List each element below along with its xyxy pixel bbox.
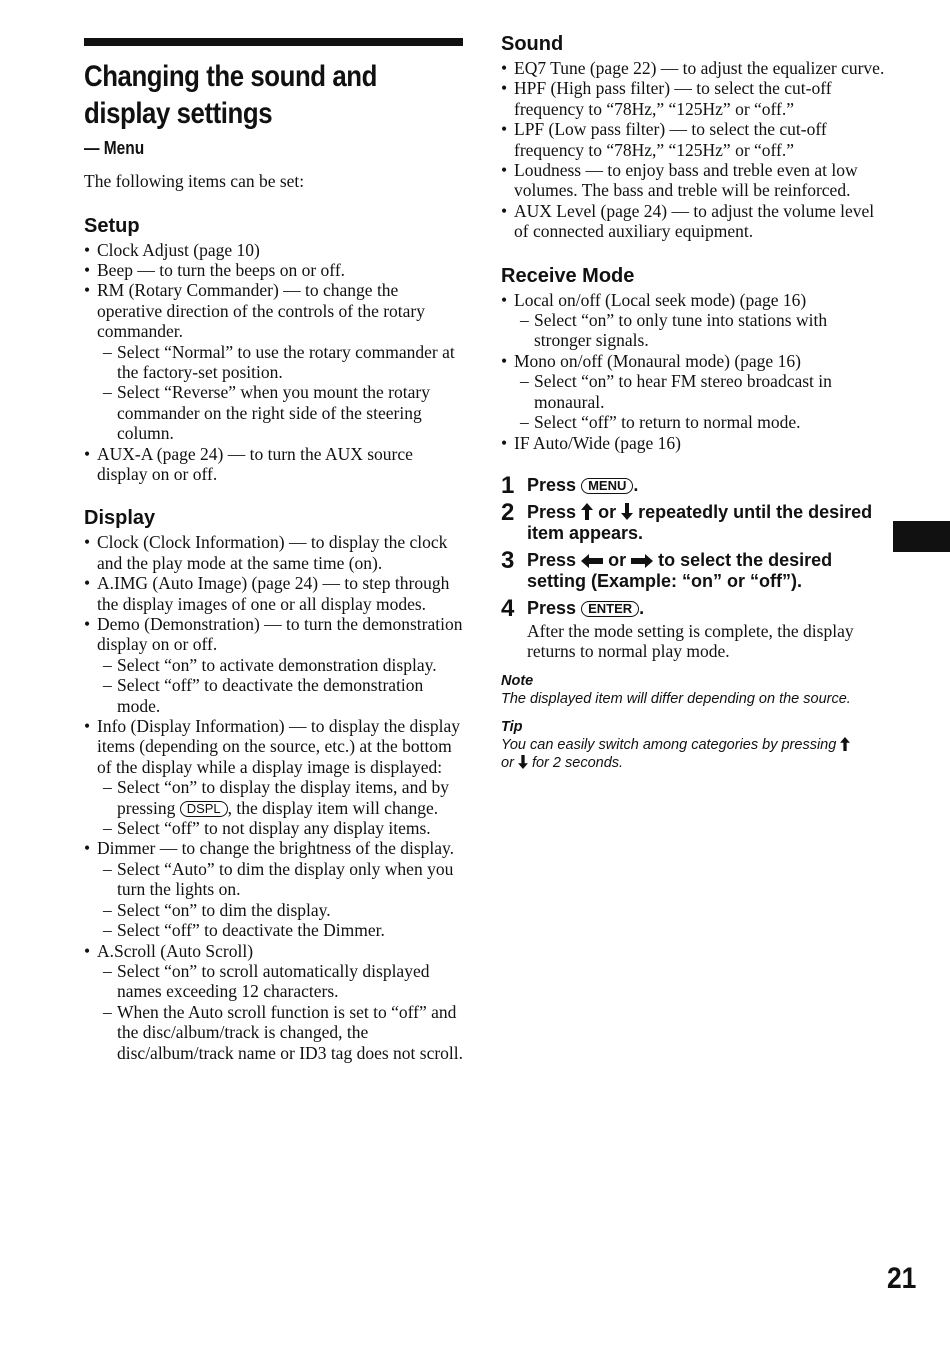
page-number: 21 [886,1262,916,1295]
sub-item: – Select “Auto” to dim the display only when you turn the lights on. [97,859,464,900]
sub-item-text: , the display item will change. [227,797,439,818]
step-text: to select the desired setting (Example: “on” or “off”). [527,549,833,591]
step-1 [501,471,886,499]
list-item: • A.IMG (Auto Image) (page 24) — to step through the display images of one or all display modes. [84,573,464,614]
arrow-up-icon [840,737,850,751]
steps-list [501,471,886,662]
arrow-left-icon [581,554,603,568]
page-subtitle: — Menu [84,138,145,158]
step-number: 1 [501,471,515,499]
sub-item: – Select “Reverse” when you mount the rotary commander on the right side of the steering column. [97,382,464,443]
list-item-text: RM (Rotary Commander) — to change the operative direction of the controls of the rotary commander. [97,280,426,342]
list-item [84,280,464,443]
tip-text-part: or [501,754,514,771]
dspl-key-label: DSPL [180,801,228,817]
list-item [84,716,464,838]
display-heading: Display [84,507,156,530]
right-column [501,32,886,772]
note-heading: Note [501,672,534,689]
setup-section [84,214,464,485]
list-item-text: Mono on/off (Monaural mode) (page 16) [514,350,801,371]
list-item: • EQ7 Tune (page 22) — to adjust the equalizer curve. [501,58,886,78]
step-text: repeatedly until the desired item appears. [527,501,873,543]
sub-item: – Select “on” to only tune into stations with stronger signals. [514,310,886,351]
step-text: . [633,474,639,495]
left-column [84,38,464,1063]
step-2 [501,498,886,544]
title-rule [84,38,463,46]
sub-item: – Select “on” to activate demonstration display. [97,655,464,675]
tip-heading: Tip [501,718,523,735]
list-item: • HPF (High pass filter) — to select the cut-off frequency to “78Hz,” “125Hz” or “off.” [501,78,886,119]
page-title [84,58,471,132]
list-item [84,941,464,1063]
step-text: Press [527,501,577,522]
list-item [501,351,886,433]
step-text: . [639,597,645,618]
sub-item: – Select “Normal” to use the rotary commander at the factory-set position. [97,342,464,383]
setup-heading: Setup [84,214,140,237]
list-item: • LPF (Low pass filter) — to select the cut-off frequency to “78Hz,” “125Hz” or “off.” [501,119,886,160]
enter-key-label: ENTER [581,601,639,617]
receive-mode-section [501,264,886,453]
step-text: Press [527,597,577,618]
menu-key-label: MENU [581,478,633,494]
list-item: • Clock Adjust (page 10) [84,240,464,260]
list-item: • Clock (Clock Information) — to display the clock and the play mode at the same time (on). [84,532,464,573]
step-text: Press [527,549,577,570]
list-item [501,290,886,351]
list-item [84,614,464,716]
step-text: or [598,501,617,522]
list-item-text: Demo (Demonstration) — to turn the demonstration display on or off. [97,614,463,655]
list-item: • IF Auto/Wide (page 16) [501,433,886,453]
list-item-text: Dimmer — to change the brightness of the display. [97,838,455,859]
arrow-down-icon [621,503,633,520]
list-item-text: Info (Display Information) — to display the display items (depending on the source, etc.) at the bottom of the display while a display image is displayed: [97,716,461,777]
arrow-right-icon [631,554,653,568]
step-number: 3 [501,546,515,574]
sub-item: – Select “on” to scroll automatically displayed names exceeding 12 characters. [97,961,464,1002]
tip-text-part: You can easily switch among categories by pressing [501,736,837,753]
list-item: • Beep — to turn the beeps on or off. [84,260,464,280]
list-item [84,838,464,940]
tip-text-part: for 2 seconds. [531,754,624,771]
sound-section [501,32,886,242]
sub-item: – When the Auto scroll function is set to “off” and the disc/album/track is changed, the disc/album/track name or ID3 tag does not scroll. [97,1002,464,1063]
sub-item: – Select “off” to deactivate the Dimmer. [97,920,464,940]
step-number: 2 [501,498,515,526]
list-item: • AUX-A (page 24) — to turn the AUX source display on or off. [84,444,464,485]
sub-item: – Select “off” to return to normal mode. [514,412,886,432]
list-item: • AUX Level (page 24) — to adjust the volume level of connected auxiliary equipment. [501,201,886,242]
arrow-up-icon [581,503,593,520]
list-item: • Loudness — to enjoy bass and treble even at low volumes. The bass and treble will be reinforced. [501,160,886,201]
receive-mode-heading: Receive Mode [501,264,635,287]
sub-item [97,777,464,818]
tip-text [501,736,886,772]
intro-text: The following items can be set: [84,171,305,191]
step-text: Press [527,474,577,495]
arrow-down-icon [518,755,528,769]
sub-item-text: Select “on” to display the display items, and by pressing [117,777,449,818]
title-line-1: Changing the sound and [84,60,377,93]
sub-item: – Select “on” to dim the display. [97,900,464,920]
step-text: or [608,549,627,570]
section-tab-marker [893,521,950,552]
title-line-2: display settings [84,97,273,130]
list-item-text: A.Scroll (Auto Scroll) [97,940,254,961]
note-text: The displayed item will differ depending on the source. [501,690,851,707]
list-item-text: Local on/off (Local seek mode) (page 16) [514,289,807,310]
sub-item: – Select “off” to deactivate the demonstration mode. [97,675,464,716]
step-number: 4 [501,594,515,622]
step-4 [501,594,886,662]
sub-item: – Select “on” to hear FM stereo broadcast in monaural. [514,371,886,412]
display-section [84,506,464,1063]
step-4-result: After the mode setting is complete, the display returns to normal play mode. [527,620,854,662]
sound-heading: Sound [501,33,564,55]
sub-item: – Select “off” to not display any display items. [97,818,464,838]
step-3 [501,546,886,592]
